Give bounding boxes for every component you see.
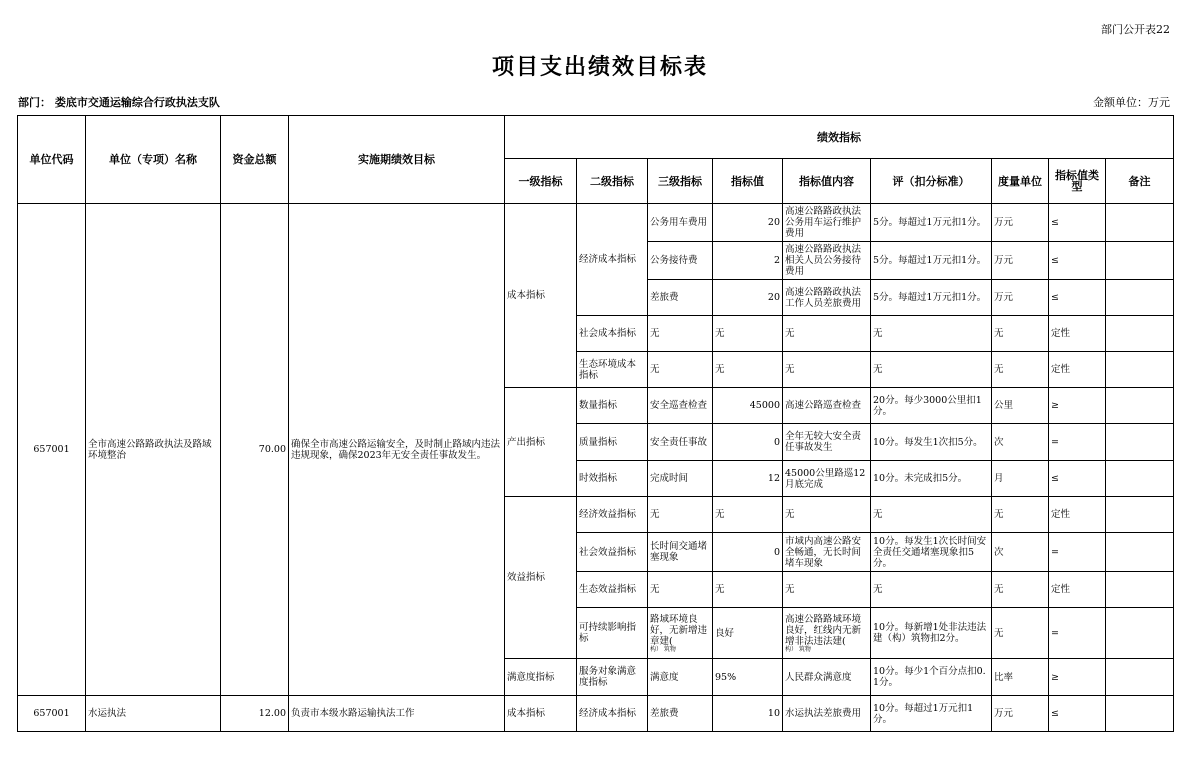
content-cell: 45000公里路巡12月底完成 <box>783 461 871 497</box>
scoring-cell: 5分。每超过1万元扣1分。 <box>871 242 992 280</box>
measure-cell: 万元 <box>992 242 1049 280</box>
header-level2: 二级指标 <box>577 159 648 204</box>
type-cell: = <box>1049 533 1106 572</box>
content-cell: 人民群众满意度 <box>783 659 871 696</box>
level3-cell <box>648 608 713 659</box>
level3-cell: 无 <box>648 316 713 352</box>
type-cell: 定性 <box>1049 497 1106 533</box>
scoring-cell: 20分。每少3000公里扣1分。 <box>871 388 992 424</box>
remark-cell <box>1106 608 1174 659</box>
content-cell: 水运执法差旅费用 <box>783 696 871 732</box>
header-scoring: 评（扣分标准） <box>871 159 992 204</box>
type-cell: 定性 <box>1049 316 1106 352</box>
table-number-note: 部门公开表22 <box>1101 23 1170 36</box>
level2-cell: 社会成本指标 <box>577 316 648 352</box>
level2-cell: 生态环境成本指标 <box>577 352 648 388</box>
level3-cell: 无 <box>648 352 713 388</box>
level2-cell: 经济成本指标 <box>577 204 648 316</box>
page-title: 项目支出绩效目标表 <box>491 54 708 80</box>
level3-cell: 公务用车费用 <box>648 204 713 242</box>
value-cell: 2 <box>713 242 783 280</box>
header-name: 单位（专项）名称 <box>86 116 221 204</box>
header-value: 指标值 <box>713 159 783 204</box>
content-cell: 高速公路路政执法相关人员公务接待费用 <box>783 242 871 280</box>
level3-cell: 无 <box>648 572 713 608</box>
value-cell: 良好 <box>713 608 783 659</box>
scoring-cell: 10分。每发生1次扣5分。 <box>871 424 992 461</box>
unit-name: 水运执法 <box>86 696 221 732</box>
measure-cell: 月 <box>992 461 1049 497</box>
scoring-cell: 无 <box>871 352 992 388</box>
level2-cell: 生态效益指标 <box>577 572 648 608</box>
content-cell: 无 <box>783 572 871 608</box>
level1-benefit: 效益指标 <box>505 497 577 659</box>
level3-cell: 公务接待费 <box>648 242 713 280</box>
level3-cell: 差旅费 <box>648 280 713 316</box>
type-cell: ≥ <box>1049 659 1106 696</box>
content-text: 高速公路路域环境良好，红线内无新增非法违法建( <box>785 613 862 647</box>
remark-cell <box>1106 696 1174 732</box>
content-cell: 高速公路路政执法工作人员差旅费用 <box>783 280 871 316</box>
type-cell: ≤ <box>1049 461 1106 497</box>
header-row-1 <box>18 116 1174 159</box>
scoring-cell: 无 <box>871 572 992 608</box>
level2-cell: 服务对象满意度指标 <box>577 659 648 696</box>
scoring-cell: 10分。每超过1万元扣1分。 <box>871 696 992 732</box>
header-measure: 度量单位 <box>992 159 1049 204</box>
remark-cell <box>1106 461 1174 497</box>
department-label: 部门： <box>18 96 51 109</box>
scoring-cell: 无 <box>871 497 992 533</box>
measure-cell: 无 <box>992 608 1049 659</box>
funds-total: 70.00 <box>221 204 289 696</box>
measure-cell: 无 <box>992 316 1049 352</box>
performance-goal: 确保全市高速公路运输安全，及时制止路域内违法违规现象，确保2023年无安全责任事故发生。 <box>289 204 505 696</box>
type-cell: 定性 <box>1049 352 1106 388</box>
measure-cell: 公里 <box>992 388 1049 424</box>
department-name: 娄底市交通运输综合行政执法支队 <box>54 96 220 109</box>
type-cell: ≤ <box>1049 696 1106 732</box>
unit-name: 全市高速公路路政执法及路域环境整治 <box>86 204 221 696</box>
level3-text: 路域环境良好，无新增违章建( <box>650 613 708 647</box>
value-cell: 0 <box>713 533 783 572</box>
value-cell: 无 <box>713 316 783 352</box>
level2-cell: 经济效益指标 <box>577 497 648 533</box>
level3-cell: 长时间交通堵塞现象 <box>648 533 713 572</box>
type-cell: ≤ <box>1049 242 1106 280</box>
table-row <box>18 696 1174 732</box>
level2-cell: 经济成本指标 <box>577 696 648 732</box>
header-remark: 备注 <box>1106 159 1174 204</box>
value-cell: 10 <box>713 696 783 732</box>
level3-cell: 安全责任事故 <box>648 424 713 461</box>
measure-cell: 万元 <box>992 280 1049 316</box>
remark-cell <box>1106 659 1174 696</box>
level3-cell: 安全巡查检查 <box>648 388 713 424</box>
header-value-type: 指标值类型 <box>1049 159 1106 204</box>
amount-unit: 金额单位：万元 <box>1093 96 1170 109</box>
level2-cell: 可持续影响指标 <box>577 608 648 659</box>
remark-cell <box>1106 497 1174 533</box>
content-cell: 无 <box>783 352 871 388</box>
remark-cell <box>1106 424 1174 461</box>
scoring-cell: 5分。每超过1万元扣1分。 <box>871 204 992 242</box>
header-perf: 绩效指标 <box>505 116 1174 159</box>
measure-cell: 万元 <box>992 696 1049 732</box>
measure-cell: 无 <box>992 352 1049 388</box>
content-cell: 全年无较大安全责任事故发生 <box>783 424 871 461</box>
content-cell: 高速公路路政执法公务用车运行维护费用 <box>783 204 871 242</box>
level3-small-text: 构） 筑物 <box>650 645 676 653</box>
unit-code: 657001 <box>18 204 86 696</box>
scoring-cell: 10分。每少1个百分点扣0.1分。 <box>871 659 992 696</box>
measure-cell: 无 <box>992 572 1049 608</box>
type-cell: ≤ <box>1049 280 1106 316</box>
level1-cost: 成本指标 <box>505 204 577 388</box>
value-cell: 45000 <box>713 388 783 424</box>
type-cell: 定性 <box>1049 572 1106 608</box>
header-level3: 三级指标 <box>648 159 713 204</box>
remark-cell <box>1106 533 1174 572</box>
value-cell: 20 <box>713 204 783 242</box>
measure-cell: 比率 <box>992 659 1049 696</box>
measure-cell: 次 <box>992 424 1049 461</box>
type-cell: = <box>1049 608 1106 659</box>
value-cell: 无 <box>713 497 783 533</box>
level2-cell: 社会效益指标 <box>577 533 648 572</box>
level3-cell: 满意度 <box>648 659 713 696</box>
value-cell: 12 <box>713 461 783 497</box>
content-cell: 高速公路巡查检查 <box>783 388 871 424</box>
unit-code: 657001 <box>18 696 86 732</box>
remark-cell <box>1106 204 1174 242</box>
scoring-cell: 10分。每新增1处非法违法建（构）筑物扣2分。 <box>871 608 992 659</box>
type-cell: ≤ <box>1049 204 1106 242</box>
value-cell: 无 <box>713 352 783 388</box>
header-content: 指标值内容 <box>783 159 871 204</box>
scoring-cell: 5分。每超过1万元扣1分。 <box>871 280 992 316</box>
remark-cell <box>1106 388 1174 424</box>
remark-cell <box>1106 352 1174 388</box>
content-cell: 无 <box>783 497 871 533</box>
value-cell: 0 <box>713 424 783 461</box>
remark-cell <box>1106 280 1174 316</box>
department-line <box>18 94 220 110</box>
scoring-cell: 10分。每发生1次长时间安全责任交通堵塞现象扣5分。 <box>871 533 992 572</box>
scoring-cell: 10分。未完成扣5分。 <box>871 461 992 497</box>
value-cell: 无 <box>713 572 783 608</box>
measure-cell: 万元 <box>992 204 1049 242</box>
level3-cell: 无 <box>648 497 713 533</box>
value-cell: 20 <box>713 280 783 316</box>
funds-total: 12.00 <box>221 696 289 732</box>
type-cell: = <box>1049 424 1106 461</box>
level1-cell: 成本指标 <box>505 696 577 732</box>
value-cell: 95% <box>713 659 783 696</box>
level2-cell: 数量指标 <box>577 388 648 424</box>
remark-cell <box>1106 316 1174 352</box>
content-cell: 无 <box>783 316 871 352</box>
measure-cell: 无 <box>992 497 1049 533</box>
type-cell: ≥ <box>1049 388 1106 424</box>
header-code: 单位代码 <box>18 116 86 204</box>
remark-cell <box>1106 572 1174 608</box>
level1-output: 产出指标 <box>505 388 577 497</box>
level3-cell: 完成时间 <box>648 461 713 497</box>
scoring-cell: 无 <box>871 316 992 352</box>
performance-goal: 负责市本级水路运输执法工作 <box>289 696 505 732</box>
performance-table <box>17 115 1174 732</box>
level1-satisfaction: 满意度指标 <box>505 659 577 696</box>
level3-cell: 差旅费 <box>648 696 713 732</box>
measure-cell: 次 <box>992 533 1049 572</box>
content-cell <box>783 608 871 659</box>
header-funds: 资金总额 <box>221 116 289 204</box>
header-level1: 一级指标 <box>505 159 577 204</box>
content-small-text: 构） 筑物 <box>785 645 811 653</box>
level2-cell: 质量指标 <box>577 424 648 461</box>
content-cell: 市域内高速公路安全畅通，无长时间堵车现象 <box>783 533 871 572</box>
level2-cell: 时效指标 <box>577 461 648 497</box>
remark-cell <box>1106 242 1174 280</box>
header-goal: 实施期绩效目标 <box>289 116 505 204</box>
table-row <box>18 204 1174 242</box>
